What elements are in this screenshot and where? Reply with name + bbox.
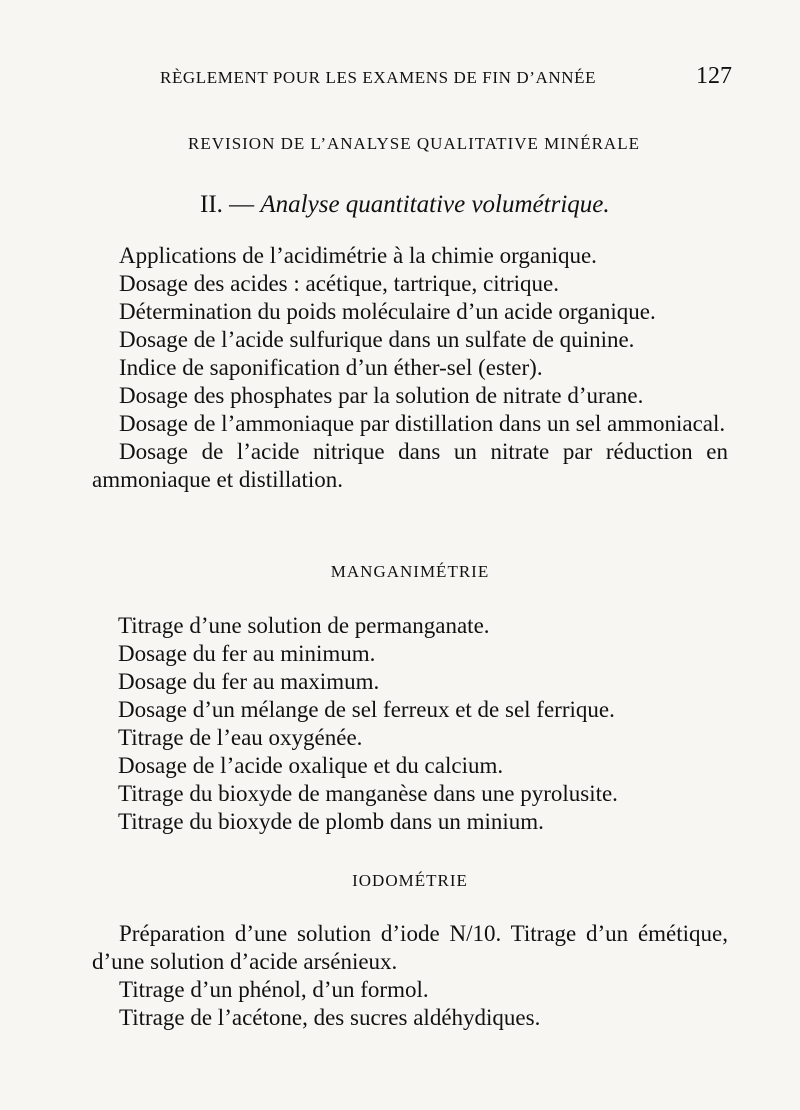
list-item: Titrage d’un phénol, d’un formol. [119, 977, 429, 1002]
list-item: Dosage des acides : acétique, tartrique, citrique. [119, 271, 560, 296]
list-item: Détermination du poids moléculaire d’un acide organique. [119, 299, 656, 324]
running-title: RÈGLEMENT POUR LES EXAMENS DE FIN D’ANNÉE [160, 68, 597, 87]
list-item: Titrage de l’acétone, des sucres aldéhydiques. [119, 1005, 541, 1030]
iodometry-title: IODOMÉTRIE [352, 871, 468, 890]
list-item: Applications de l’acidimétrie à la chimie organique. [119, 243, 597, 268]
part-heading [200, 191, 610, 219]
list-item: Dosage de l’ammoniaque par distillation dans un sel ammoniacal. [119, 411, 726, 436]
page-number: 127 [696, 63, 732, 89]
section-title: REVISION DE L’ANALYSE QUALITATIVE MINÉRALE [188, 134, 640, 153]
list-item: Indice de saponification d’un éther-sel (ester). [119, 355, 543, 380]
part-title: Analyse quantitative volumétrique. [260, 191, 610, 218]
manganimetry-title: MANGANIMÉTRIE [330, 562, 490, 581]
list-item: Dosage du fer au minimum. [118, 641, 376, 666]
list-item: Titrage du bioxyde de plomb dans un minium. [118, 809, 544, 834]
list-item: Dosage d’un mélange de sel ferreux et de sel ferrique. [118, 697, 615, 722]
list-item: Dosage de l’acide sulfurique dans un sulfate de quinine. [119, 327, 635, 352]
list-item: Dosage de l’acide oxalique et du calcium. [118, 753, 504, 778]
acidimetry-list [92, 242, 728, 494]
list-item: Dosage de l’acide nitrique dans un nitrate par réduction en ammoniaque et distillation. [92, 439, 728, 492]
list-item: Titrage d’une solution de permanganate. [118, 613, 490, 638]
list-item: Titrage de l’eau oxygénée. [118, 725, 363, 750]
list-item: Dosage du fer au maximum. [118, 669, 380, 694]
list-item: Titrage du bioxyde de manganèse dans une pyrolusite. [118, 781, 618, 806]
running-head [160, 63, 732, 93]
list-item: Dosage des phosphates par la solution de nitrate d’urane. [119, 383, 644, 408]
manganimetry-list [118, 612, 732, 836]
iodometry-list [92, 920, 728, 1032]
part-number: II. — [200, 191, 255, 218]
list-item: Préparation d’une solution d’iode N/10. Titrage d’un émétique, d’une solution d’acide arsénieux. [92, 921, 728, 974]
